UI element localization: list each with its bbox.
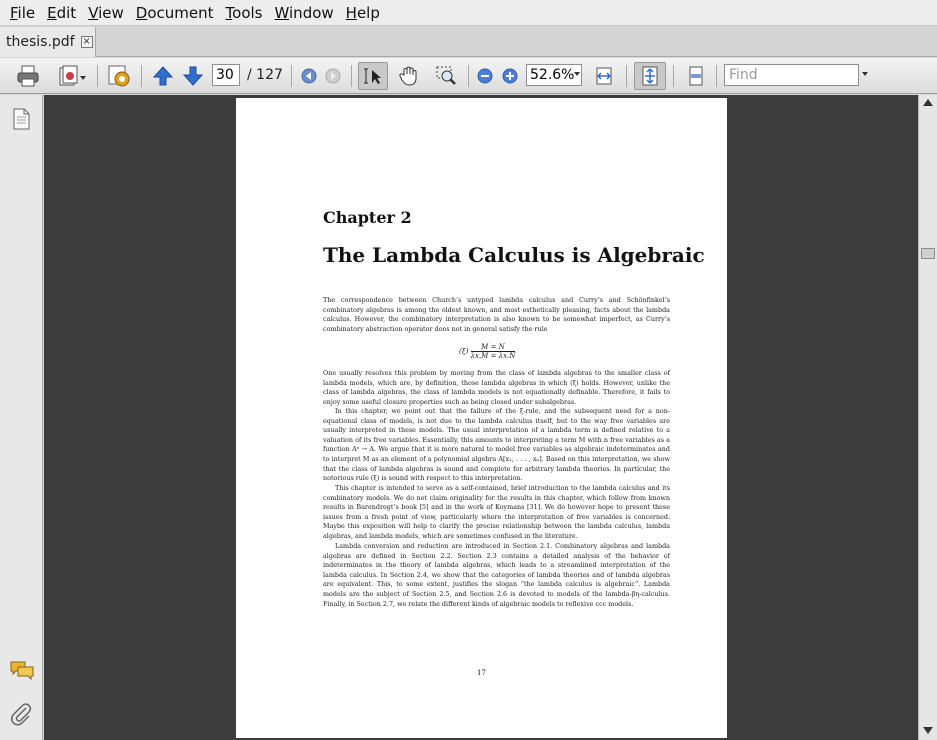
xi-rule-formula: (ξ) $\frac{M = N}{\lambda x.M = \lambda x.N}$ [459, 343, 516, 360]
fit-page-button[interactable] [634, 62, 666, 90]
vertical-scrollbar[interactable] [918, 95, 937, 740]
toolbar-separator [716, 65, 717, 87]
menu-file[interactable]: File [10, 3, 36, 22]
comments-panel-button[interactable] [9, 660, 35, 686]
paperclip-icon [9, 702, 33, 726]
navigation-panel [0, 95, 43, 740]
toolbar-separator [468, 65, 469, 87]
fit-width-icon [594, 66, 614, 86]
gear-icon [106, 63, 132, 89]
find-input[interactable]: Find [724, 64, 859, 86]
single-page-icon [686, 65, 706, 87]
tab-strip [0, 27, 937, 57]
menu-help[interactable]: Help [345, 3, 380, 22]
chapter-title: The Lambda Calculus is Algebraic [323, 243, 705, 267]
hand-icon [398, 65, 420, 87]
forward-circle-icon [325, 68, 341, 84]
formula-numerator: M = N [471, 343, 516, 352]
tab-label: thesis.pdf [6, 34, 75, 50]
print-button[interactable] [12, 62, 44, 90]
find-dropdown-chevron-icon[interactable] [862, 72, 868, 76]
marquee-zoom-icon [435, 65, 457, 87]
pages-icon [10, 107, 32, 131]
paragraph-1: The correspondence between Church’s untyped lambda calculus and Curry’s and Schönfinkel’s combinatory algebras is among the oldest known, and most esthetically pleasing, facts about the lambda calculus. However, the combinatory interpretation is also known to be somewhat imperfect, as Curry’s combinatory abstraction operator does not in general satisfy the rule [323, 296, 670, 333]
arrow-down-icon [182, 65, 204, 87]
text-select-cursor-icon [363, 66, 383, 86]
comments-icon [9, 660, 35, 682]
menu-tools[interactable]: Tools [225, 3, 263, 22]
page-total-label: / 127 [247, 67, 283, 83]
zoom-level-field[interactable]: 52.6% [526, 64, 582, 86]
formula-denominator: λx.M = λx.N [470, 352, 516, 360]
arrow-up-icon [152, 65, 174, 87]
attachments-panel-button[interactable] [9, 702, 33, 730]
next-page-button[interactable] [180, 62, 206, 90]
scroll-up-arrow-icon[interactable] [923, 99, 933, 106]
paragraph-3: In this chapter, we point out that the failure of the ξ-rule, and the subsequent need for a non-equational class of models, is not due to the lambda calculus itself, but to the way free variables are usually interpreted in these models. The usual interpretation of a lambda term is defined relative to a valuation of its free variables. Essentially, this amounts to interpreting a term M with n free variables as a function Aⁿ → A. We argue that it is more natural to model free variables as algebraic indeterminates and to interpret M as an element of a polynomial algebra A[x₁, . . . , xₙ]. Based on this interpretation, we show that the class of lambda algebras is sound and complete for arbitrary lambda theories. In particular, the notorious rule (ξ) is sound with respect to this interpretation. [323, 407, 670, 483]
pdf-page [236, 98, 727, 738]
menu-document[interactable]: Document [135, 3, 214, 22]
toolbar [0, 58, 937, 94]
toolbar-separator [97, 65, 98, 87]
page-layout-button[interactable] [682, 62, 710, 90]
tab-close-icon[interactable]: × [82, 36, 91, 47]
printer-icon [16, 64, 40, 88]
previous-view-button[interactable] [299, 62, 319, 90]
previous-page-button[interactable] [150, 62, 176, 90]
scrollbar-thumb[interactable] [921, 248, 935, 259]
page-number-footer: 17 [477, 669, 486, 677]
hand-tool-button[interactable] [394, 62, 424, 90]
paragraph-2: One usually resolves this problem by moving from the class of lambda algebras to the smaller class of lambda models, which are, by definition, those lambda algebras in which (ξ) holds. However, unlike the class of lambda algebras, the class of lambda models is not equationally definable. Therefore, it fails to enjoy some useful closure properties such as being closed under subalgebras. [323, 369, 670, 406]
zoom-in-icon [502, 68, 518, 84]
security-button[interactable] [103, 62, 135, 90]
menu-edit[interactable]: Edit [47, 3, 77, 22]
paragraph-5: Lambda conversion and reduction are introduced in Section 2.1. Combinatory algebras and lambda algebras are defined in Section 2.2. Section 2.3 contains a detailed analysis of the behavior of indeterminates in the theory of lambda algebras, which leads to a streamlined interpretation of the lambda calculus. In Section 2.4, we show that the categories of lambda theories and of lambda algebras are equivalent. This, to some extent, justifies the slogan “the lambda calculus is algebraic”. Lambda models are the subject of Section 2.5, and Section 2.6 is devoted to models of the lambda-βη-calculus. Finally, in Section 2.7, we relate the different kinds of algebraic models to reflexive ccc models. [323, 542, 670, 608]
toolbar-separator [291, 65, 292, 87]
menu-bar [0, 0, 937, 26]
zoom-in-button[interactable] [500, 62, 520, 90]
menu-view[interactable]: View [88, 3, 124, 22]
document-viewer[interactable] [44, 95, 918, 740]
toolbar-separator [626, 65, 627, 87]
pages-panel-button[interactable] [10, 107, 32, 135]
chapter-label: Chapter 2 [323, 208, 412, 227]
scroll-down-arrow-icon[interactable] [923, 727, 933, 734]
marquee-zoom-button[interactable] [430, 62, 462, 90]
menu-window[interactable]: Window [274, 3, 334, 22]
toolbar-separator [351, 65, 352, 87]
zoom-out-button[interactable] [475, 62, 495, 90]
back-circle-icon [301, 68, 317, 84]
chevron-down-icon [80, 76, 86, 80]
toolbar-separator [141, 65, 142, 87]
paragraph-4: This chapter is intended to serve as a self-contained, brief introduction to the lambda calculus and its combinatory models. We do not claim originality for the results in this chapter, which follow from known results in Barendregt’s book [5] and in the work of Koymans [31]. We do however hope to present these issues from a fresh point of view, particularly where the interpretation of free variables is concerned. Maybe this exposition will help to clarify the precise relationship between the lambda calculus, lambda algebras, and lambda models, which are sometimes confused in the literature. [323, 484, 670, 540]
create-pdf-button[interactable] [50, 62, 90, 90]
zoom-out-icon [477, 68, 493, 84]
select-tool-button[interactable] [358, 62, 388, 90]
page-number-input[interactable]: 30 [212, 64, 240, 86]
zoom-dropdown-chevron-icon[interactable] [574, 72, 580, 76]
fit-page-icon [640, 65, 660, 87]
next-view-button[interactable] [323, 62, 343, 90]
toolbar-separator [673, 65, 674, 87]
tab-thesis-pdf[interactable] [0, 27, 96, 57]
fit-width-button[interactable] [590, 62, 618, 90]
